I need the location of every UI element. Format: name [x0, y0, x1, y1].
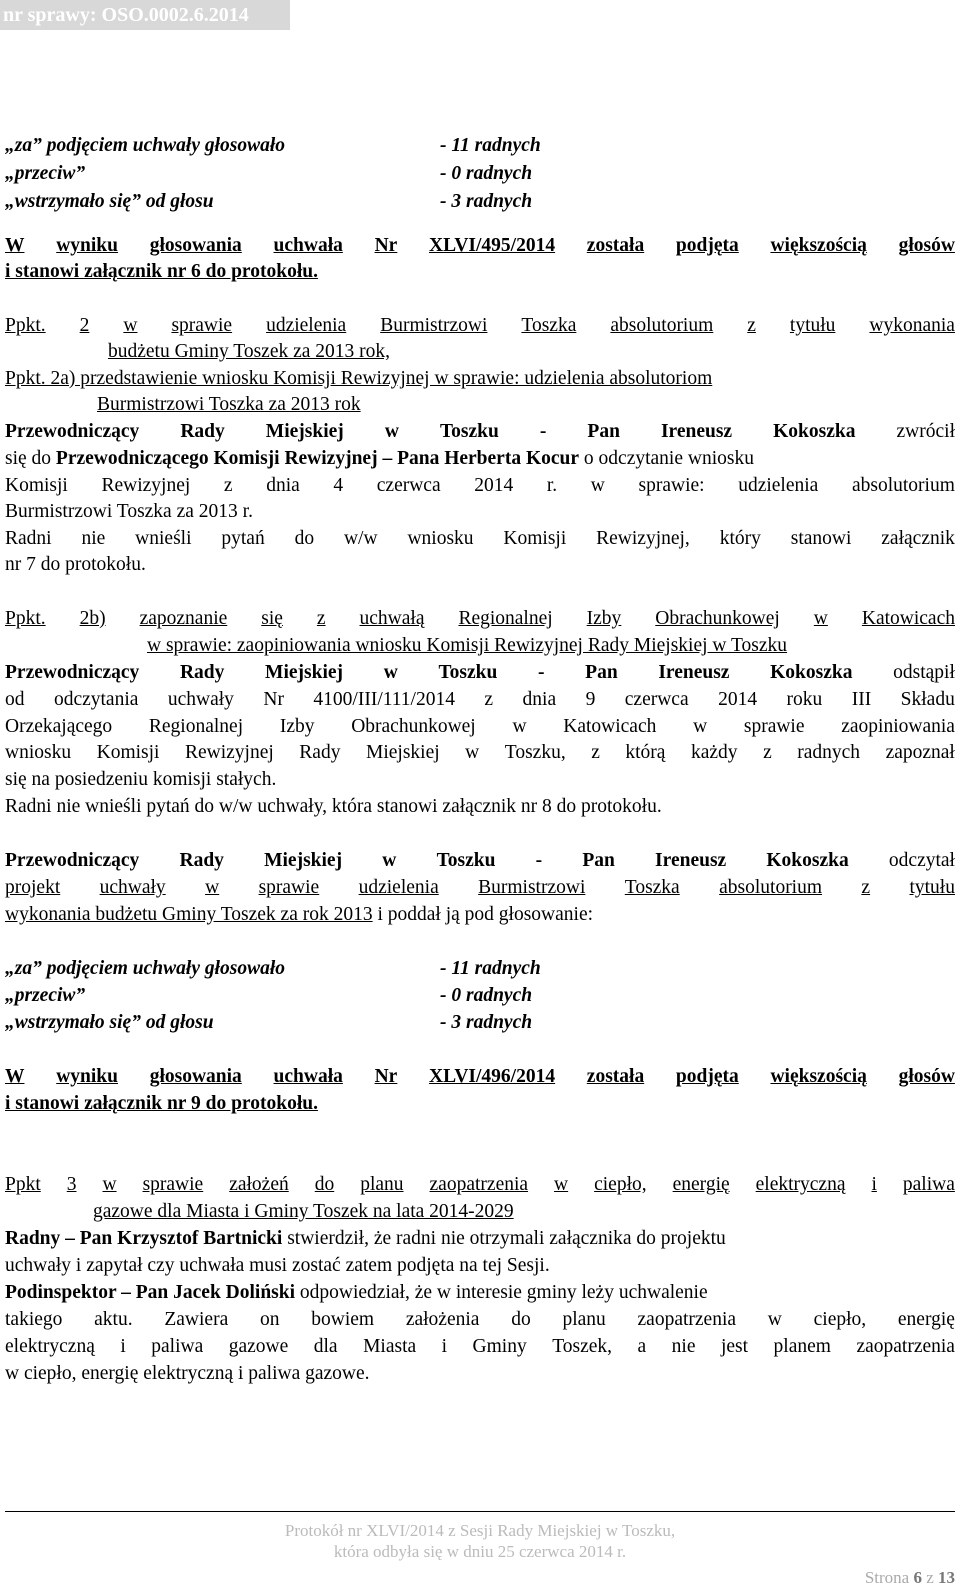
- vote2-result-line1: W wyniku głosowania uchwała Nr XLVI/496/2014 została podjęta większością głosów: [5, 1066, 955, 1087]
- ppkt2a-radni-line1: Radni nie wnieśli pytań do w/w wniosku Komisji Rewizyjnej, który stanowi załącznik: [5, 528, 955, 549]
- vote1-result-line2: i stanowi załącznik nr 6 do protokołu.: [5, 261, 318, 282]
- ppkt2b-para-line4: wniosku Komisji Rewizyjnej Rady Miejskiej w Toszku, z którą każdy z radnych zapoznał: [5, 742, 955, 763]
- ppkt2a-para-line1: Przewodniczący Rady Miejskiej w Toszku - Pan Ireneusz Kokoszka zwrócił: [5, 421, 955, 442]
- ppkt3-heading-line2: gazowe dla Miasta i Gminy Toszek na lata 2014-2029: [93, 1201, 514, 1222]
- ppkt2a-heading-line2: Burmistrzowi Toszka za 2013 rok: [97, 394, 361, 415]
- case-number-header: nr sprawy: OSO.0002.6.2014: [0, 0, 290, 30]
- vote1-abstain-value: - 3 radnych: [440, 191, 533, 212]
- ppkt3-pod-line4: w ciepło, energię elektryczną i paliwa gazowe.: [5, 1363, 370, 1384]
- vote2-for-value: - 11 radnych: [440, 958, 541, 979]
- ppkt3-radny-line1: Radny – Pan Krzysztof Bartnicki stwierdził, że radni nie otrzymali załącznika do projektu: [5, 1228, 726, 1249]
- ppkt2b-para-line5: się na posiedzeniu komisji stałych.: [5, 769, 277, 790]
- footer-line1: Protokół nr XLVI/2014 z Sesji Rady Miejskiej w Toszku,: [284, 1521, 676, 1540]
- vote2-abstain-label: „wstrzymało się” od głosu: [5, 1012, 214, 1033]
- ppkt2a-para-line4: Burmistrzowi Toszka za 2013 r.: [5, 501, 253, 522]
- vote2-abstain-value: - 3 radnych: [440, 1012, 533, 1033]
- footer-divider: [5, 1511, 955, 1512]
- ppkt2b-para-line2: od odczytania uchwały Nr 4100/III/111/2014 z dnia 9 czerwca 2014 roku III Składu: [5, 689, 955, 710]
- ppkt2-heading-line2: budżetu Gminy Toszek za 2013 rok,: [108, 341, 391, 362]
- ppkt2b-para-line3: Orzekającego Regionalnej Izby Obrachunkowej w Katowicach w sprawie zaopiniowania: [5, 716, 955, 737]
- vote2-against-value: - 0 radnych: [440, 985, 533, 1006]
- ppkt3-radny-line2: uchwały i zapytał czy uchwała musi zostać zatem podjęta na tej Sesji.: [5, 1255, 550, 1276]
- vote1-against-label: „przeciw”: [5, 163, 86, 184]
- ppkt2-heading: Ppkt. 2 w sprawie udzielenia Burmistrzowi Toszka absolutorium z tytułu wykonania: [5, 315, 955, 336]
- vote2-against-label: „przeciw”: [5, 985, 86, 1006]
- page-number: Strona 6 z 13: [864, 1568, 955, 1587]
- vote1-result-line1: W wyniku głosowania uchwała Nr XLVI/495/2014 została podjęta większością głosów: [5, 235, 955, 256]
- ppkt3-pod-line1: Podinspektor – Pan Jacek Doliński odpowiedział, że w interesie gminy leży uchwalenie: [5, 1282, 708, 1303]
- ppkt2b-heading: Ppkt. 2b) zapoznanie się z uchwałą Regionalnej Izby Obrachunkowej w Katowicach: [5, 608, 955, 629]
- vote1-against-value: - 0 radnych: [440, 163, 533, 184]
- ppkt2a-para-line2: się do Przewodniczącego Komisji Rewizyjnej – Pana Herberta Kocur o odczytanie wniosku: [5, 448, 754, 469]
- project-line1: Przewodniczący Rady Miejskiej w Toszku - Pan Ireneusz Kokoszka odczytał: [5, 850, 955, 871]
- vote1-for-value: - 11 radnych: [440, 135, 541, 156]
- ppkt3-pod-line3: elektryczną i paliwa gazowe dla Miasta i Gminy Toszek, a nie jest planem zaopatrzenia: [5, 1336, 955, 1357]
- ppkt3-heading: Ppkt 3 w sprawie założeń do planu zaopatrzenia w ciepło, energię elektryczną i paliwa: [5, 1174, 955, 1195]
- project-line2: projekt uchwały w sprawie udzielenia Burmistrzowi Toszka absolutorium z tytułu: [5, 877, 955, 898]
- ppkt2b-heading-line2: w sprawie: zaopiniowania wniosku Komisji Rewizyjnej Rady Miejskiej w Toszku: [147, 635, 788, 656]
- ppkt3-pod-line2: takiego aktu. Zawiera on bowiem założenia do planu zaopatrzenia w ciepło, energię: [5, 1309, 955, 1330]
- ppkt2a-heading: Ppkt. 2a) przedstawienie wniosku Komisji Rewizyjnej w sprawie: udzielenia absolutoriom: [5, 368, 713, 389]
- vote2-result-line2: i stanowi załącznik nr 9 do protokołu.: [5, 1093, 318, 1114]
- footer-line2: która odbyła się w dniu 25 czerwca 2014 r.: [333, 1542, 627, 1561]
- vote2-for-label: „za” podjęciem uchwały głosowało: [5, 958, 286, 979]
- ppkt2a-para-line3: Komisji Rewizyjnej z dnia 4 czerwca 2014 r. w sprawie: udzielenia absolutorium: [5, 475, 955, 496]
- vote1-for-label: „za” podjęciem uchwały głosowało: [5, 135, 286, 156]
- project-line3: wykonania budżetu Gminy Toszek za rok 2013 i poddał ją pod głosowanie:: [5, 904, 594, 925]
- ppkt2b-para-line1: Przewodniczący Rady Miejskiej w Toszku - Pan Ireneusz Kokoszka odstąpił: [5, 662, 955, 683]
- vote1-abstain-label: „wstrzymało się” od głosu: [5, 191, 214, 212]
- ppkt2a-radni-line2: nr 7 do protokołu.: [5, 554, 146, 575]
- ppkt2b-radni-line: Radni nie wnieśli pytań do w/w uchwały, która stanowi załącznik nr 8 do protokołu.: [5, 796, 662, 817]
